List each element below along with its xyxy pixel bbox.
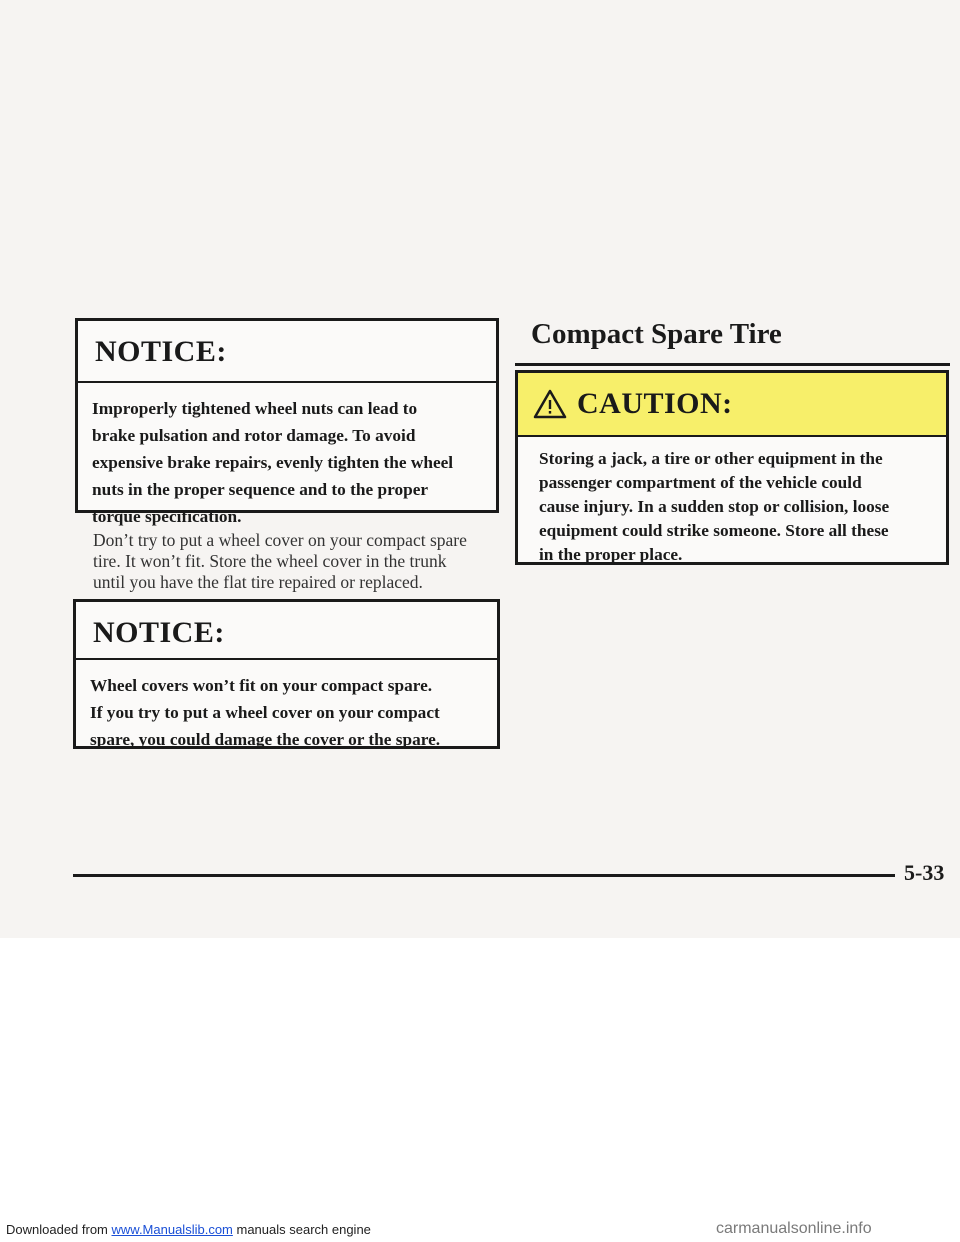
notice-line: Improperly tightened wheel nuts can lead to (92, 399, 418, 418)
caution-body (518, 437, 946, 567)
caution-line: Storing a jack, a tire or other equipment in the (539, 449, 883, 468)
credit-suffix: manuals search engine (232, 1222, 371, 1237)
section-title: Compact Spare Tire (531, 318, 782, 350)
notice-body (78, 383, 496, 530)
notice-heading: NOTICE: (78, 321, 496, 383)
wheel-cover-paragraph (93, 530, 513, 593)
notice-line: nuts in the proper sequence and to the proper (92, 480, 429, 499)
section-rule (515, 363, 950, 366)
caution-heading: CAUTION: (577, 387, 733, 420)
caution-line: cause injury. In a sudden stop or collision, loose (539, 497, 890, 516)
notice-line: spare, you could damage the cover or the spare. (90, 730, 441, 749)
notice-box-wheel-covers (73, 599, 500, 749)
watermark-text: carmanualsonline.info (716, 1220, 872, 1237)
caution-header (518, 373, 946, 437)
notice-box-wheel-nuts (75, 318, 499, 526)
notice-line: Wheel covers won’t fit on your compact spare. (90, 676, 433, 695)
notice-heading: NOTICE: (76, 602, 497, 660)
notice-line: If you try to put a wheel cover on your compact (90, 703, 440, 722)
notice-line: brake pulsation and rotor damage. To avoid (92, 426, 416, 445)
warning-triangle-icon (533, 389, 567, 419)
caution-line: equipment could strike someone. Store all these (539, 521, 889, 540)
paragraph-line: Don’t try to put a wheel cover on your compact spare (93, 530, 467, 550)
download-credit (6, 1222, 371, 1237)
paragraph-line: until you have the flat tire repaired or replaced. (93, 572, 423, 592)
manualslib-link[interactable]: www.Manualslib.com (111, 1222, 233, 1237)
caution-line: passenger compartment of the vehicle could (539, 473, 862, 492)
notice-line: expensive brake repairs, evenly tighten the wheel (92, 453, 454, 472)
caution-line: in the proper place. (539, 545, 683, 564)
credit-prefix: Downloaded from (6, 1222, 112, 1237)
caution-box (515, 370, 949, 565)
footer-rule (73, 874, 895, 877)
notice-body (76, 660, 497, 753)
page-number: 5-33 (904, 860, 945, 885)
paragraph-line: tire. It won’t fit. Store the wheel cover in the trunk (93, 551, 447, 571)
notice-line: torque specification. (92, 507, 242, 526)
